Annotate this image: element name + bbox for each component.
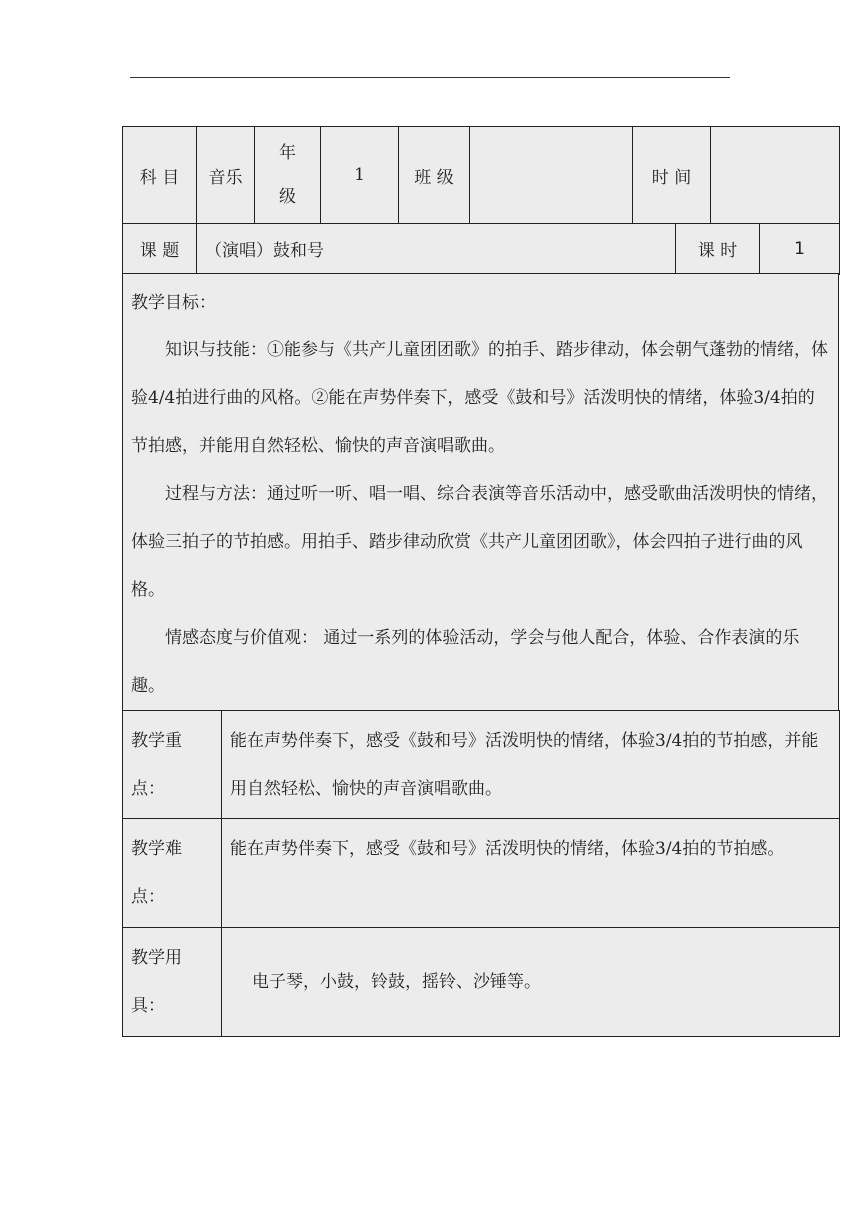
difficulties-label: 教学难点： xyxy=(123,819,222,928)
time-value xyxy=(711,127,840,224)
grade-value: 1 xyxy=(321,127,399,224)
time-label: 时 间 xyxy=(633,127,711,224)
key-points-table xyxy=(122,710,840,820)
info-row-table xyxy=(122,126,840,224)
objectives-knowledge: 知识与技能：①能参与《共产儿童团团歌》的拍手、踏步律动，体会朝气蓬勃的情绪，体验4/4拍进行曲的风格。②能在声势伴奏下，感受《鼓和号》活泼明快的情绪，体验3/4拍的节拍感，并能用自然轻松、愉快的声音演唱歌曲。 xyxy=(131,340,828,456)
objectives-process: 过程与方法：通过听一听、唱一唱、综合表演等音乐活动中，感受歌曲活泼明快的情绪，体验三拍子的节拍感。用拍手、踏步律动欣赏《共产儿童团团歌》，体会四拍子进行曲的风格。 xyxy=(131,484,828,600)
grade-label-top: 年 xyxy=(279,143,296,163)
period-value: 1 xyxy=(760,223,840,274)
objectives-table xyxy=(122,273,839,711)
lesson-plan-sheet xyxy=(122,126,839,1037)
topic-label: 课 题 xyxy=(123,223,197,274)
class-label: 班 级 xyxy=(399,127,470,224)
header-rule xyxy=(130,77,730,78)
grade-label xyxy=(255,127,321,224)
subject-value: 音乐 xyxy=(197,127,255,224)
key-points-label: 教学重点： xyxy=(123,710,222,819)
tools-label: 教学用具： xyxy=(123,927,222,1036)
grade-label-bottom: 级 xyxy=(279,187,296,207)
topic-value: （演唱）鼓和号 xyxy=(197,223,676,274)
class-value xyxy=(470,127,633,224)
subject-label: 科 目 xyxy=(123,127,197,224)
tools-table xyxy=(122,927,840,1037)
tools-text: 电子琴，小鼓，铃鼓，摇铃、沙锤等。 xyxy=(222,927,840,1036)
objectives-cell xyxy=(123,274,839,711)
topic-row-table xyxy=(122,223,840,275)
objectives-heading: 教学目标： xyxy=(131,293,216,313)
difficulties-text: 能在声势伴奏下，感受《鼓和号》活泼明快的情绪，体验3/4拍的节拍感。 xyxy=(222,819,840,928)
difficulties-table xyxy=(122,818,840,928)
key-points-text: 能在声势伴奏下，感受《鼓和号》活泼明快的情绪，体验3/4拍的节拍感，并能用自然轻松、愉快的声音演唱歌曲。 xyxy=(222,710,840,819)
objectives-emotion: 情感态度与价值观： 通过一系列的体验活动，学会与他人配合，体验、合作表演的乐趣。 xyxy=(131,628,800,696)
period-label: 课 时 xyxy=(676,223,760,274)
